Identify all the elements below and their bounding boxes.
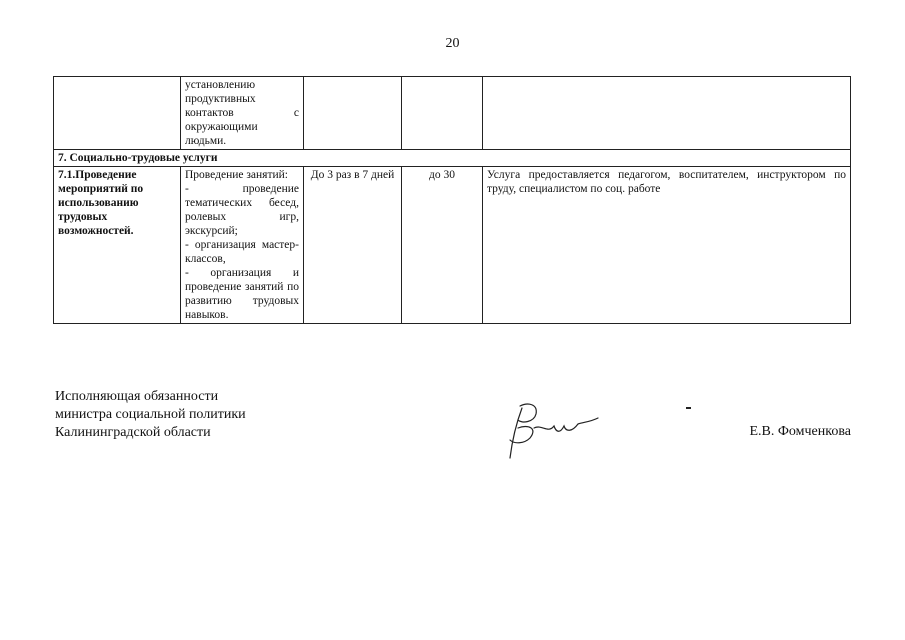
continuation-line: продуктивных	[185, 93, 256, 105]
cell-conditions: Услуга предоставляется педагогом, воспитателем, инструктором по труду, специалистом по соц. работе	[483, 167, 851, 324]
handwritten-signature	[498, 398, 610, 464]
continuation-line: установлению	[185, 79, 256, 91]
cell-continuation-content	[181, 77, 304, 150]
cell-service-name-empty	[54, 77, 181, 150]
position-line: Калининградской области	[55, 425, 211, 440]
signature-tick-mark	[686, 407, 691, 409]
content-title: Проведение занятий:	[185, 169, 288, 181]
section-row	[54, 150, 851, 167]
cell-frequency-empty	[304, 77, 402, 150]
continuation-line: людьми.	[185, 135, 227, 147]
table-row	[54, 167, 851, 324]
cell-duration: до 30	[402, 167, 483, 324]
cell-duration-empty	[402, 77, 483, 150]
services-table	[53, 76, 851, 324]
content-item: - организация мастер-классов,	[185, 239, 299, 265]
page-number: 20	[445, 36, 460, 51]
continuation-line: окружающими	[185, 121, 258, 133]
cell-service-content	[181, 167, 304, 324]
signatory-position	[55, 388, 246, 442]
cell-frequency: До 3 раз в 7 дней	[304, 167, 402, 324]
position-line: Исполняющая обязанности	[55, 389, 219, 404]
continuation-line: контактов с	[185, 107, 299, 119]
content-item: - организация и проведение занятий по развитию трудовых навыков.	[185, 267, 299, 321]
cell-conditions-empty	[483, 77, 851, 150]
cell-service-name: 7.1.Проведение мероприятий по использованию трудовых возможностей.	[54, 167, 181, 324]
content-item: - проведение тематических бесед, ролевых игр, экскурсий;	[185, 183, 299, 237]
signatory-name: Е.В. Фомченкова	[749, 424, 851, 439]
section-header: 7. Социально-трудовые услуги	[54, 150, 851, 167]
position-line: министра социальной политики	[55, 407, 246, 422]
table-row	[54, 77, 851, 150]
